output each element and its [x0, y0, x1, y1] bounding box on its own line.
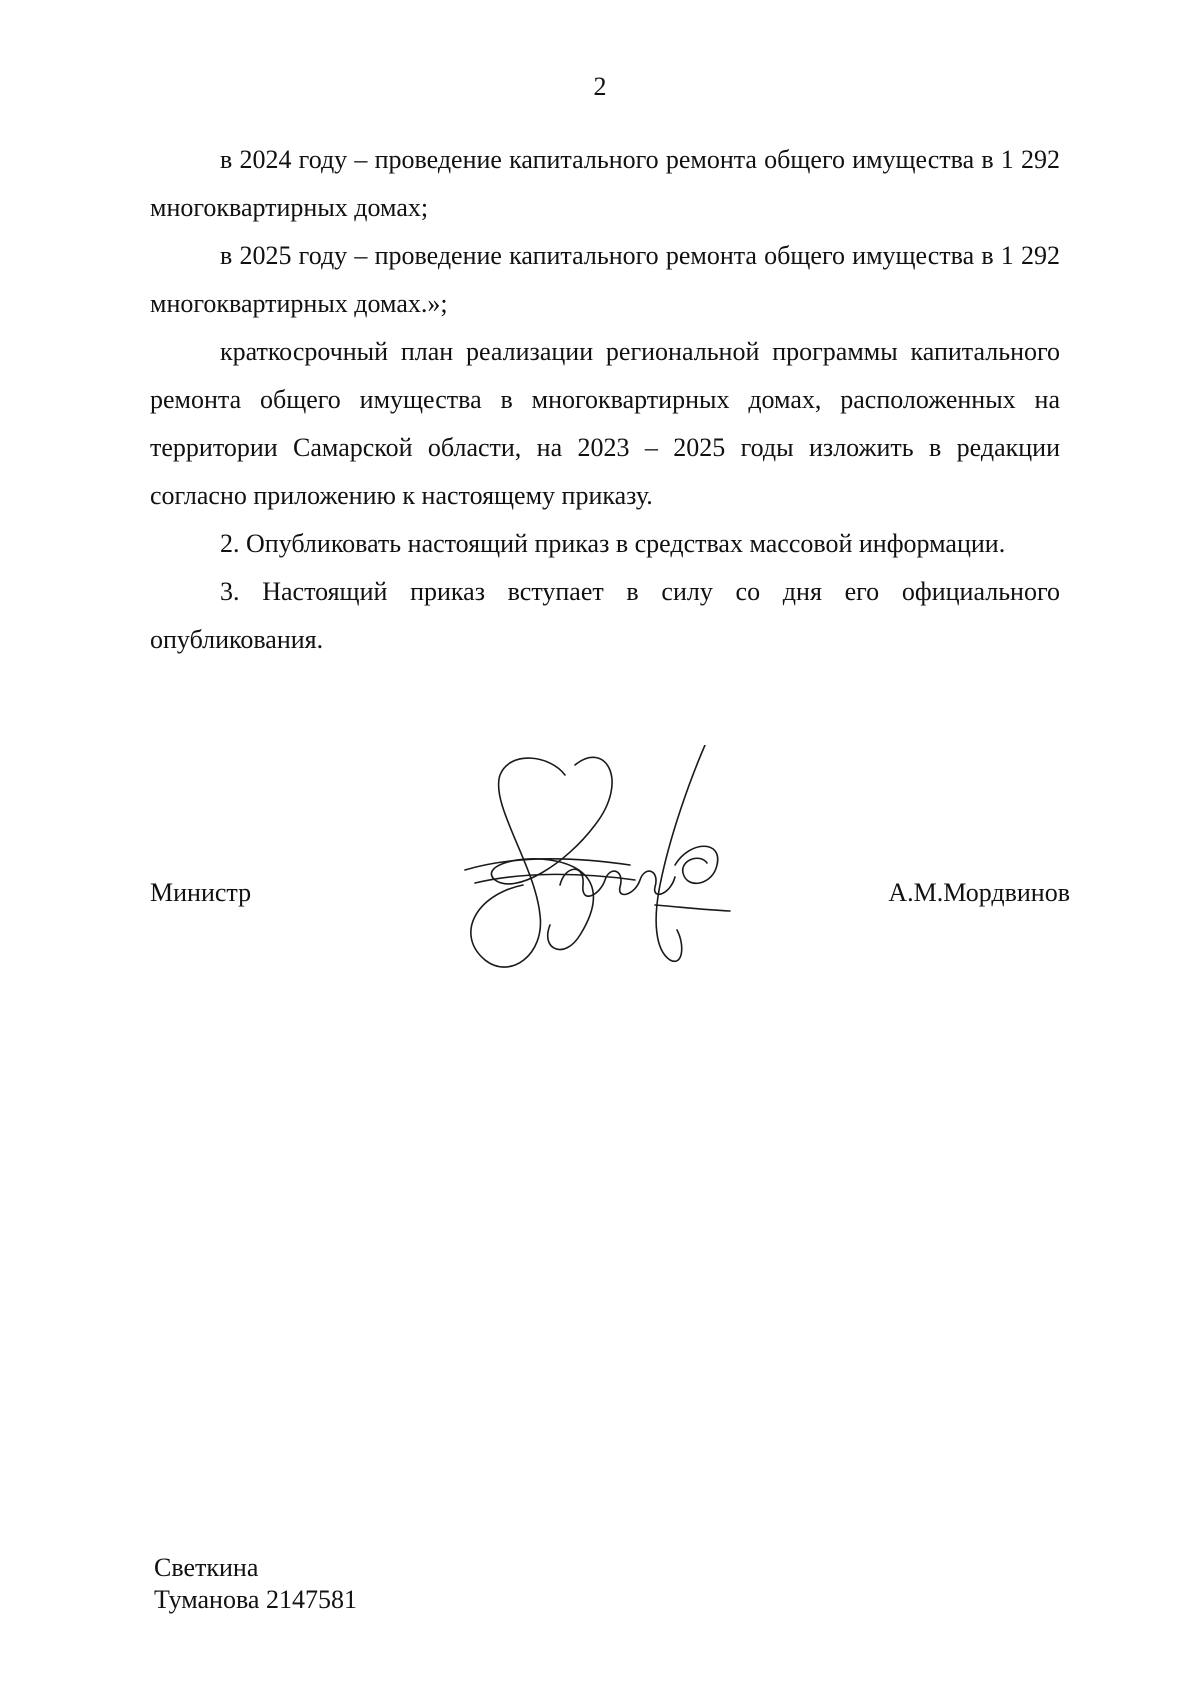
- paragraph-2025-plan: в 2025 году – проведение капитального ремонта общего имущества в 1 292 многоквартирных домах.»;: [150, 241, 1060, 318]
- executor-name-phone: Туманова 2147581: [154, 1585, 357, 1614]
- paragraph-2024-plan: в 2024 году – проведение капитального ремонта общего имущества в 1 292 многоквартирных домах;: [150, 145, 1060, 222]
- signatory-name: А.М.Мордвинов: [888, 878, 1070, 907]
- position-title: Министр: [150, 878, 252, 907]
- page-number: 2: [593, 72, 607, 101]
- paragraph-short-term-plan: краткосрочный план реализации региональной программы капитального ремонта общего имущества в многоквартирных домах, расположенных на территории Самарской области, на 2023 – 2025 годы изложить в редакции согласно приложению к настоящему приказу.: [150, 337, 1060, 510]
- paragraph-publish-order: 2. Опубликовать настоящий приказ в средствах массовой информации.: [220, 529, 1006, 558]
- document-body: [150, 136, 1060, 664]
- executors-list: [154, 1552, 357, 1616]
- executor-name: Светкина: [154, 1553, 259, 1582]
- handwritten-signature: [455, 745, 755, 985]
- paragraph-effective-date: 3. Настоящий приказ вступает в силу со дня его официального опубликования.: [150, 577, 1060, 654]
